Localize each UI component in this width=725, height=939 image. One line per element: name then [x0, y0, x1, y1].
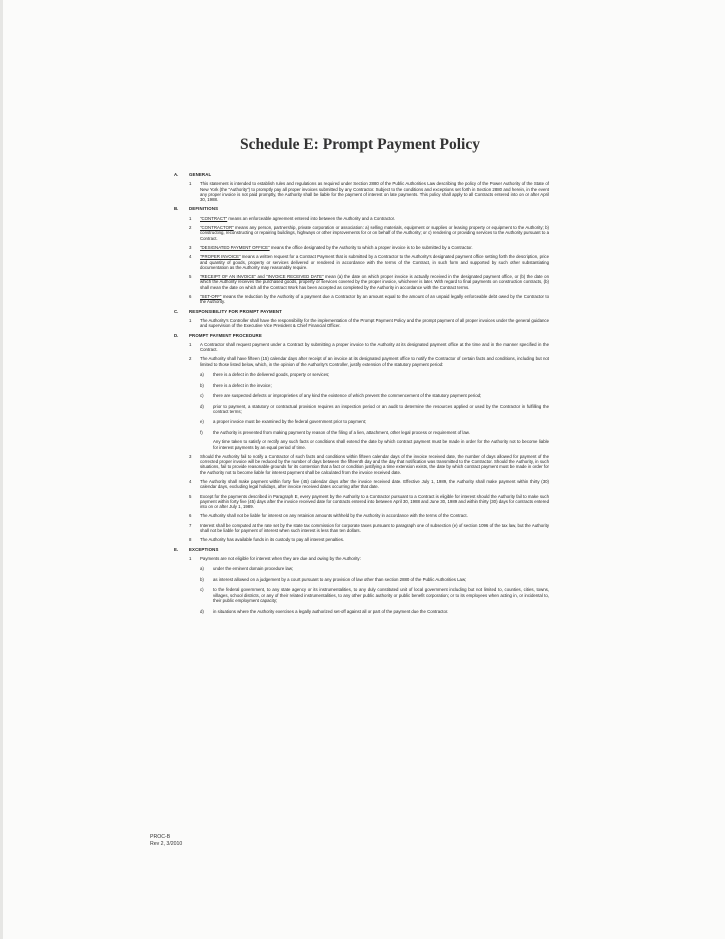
sub-item-letter: b)	[200, 382, 204, 388]
definition-text: means an enforceable agreement entered into between the Authority and a Contractor.	[227, 215, 396, 221]
item-text: This statement is intended to establish rules and regulations as required under Section 2880 of the Public Authorities Law describing the policy of the Power Authority of the State of New York (the "Authority") to promptly pay all proper invoices submitted by any Contractor. Subject to the conditions and exceptions set forth in Section 2880 and herein, in the event any proper invoice is not paid promptly, the Authority shall be liable for the payment of interest on late payments. This policy shall apply to all Contracts entered into on or after April 30, 1988.	[200, 181, 549, 203]
sub-item-text: a proper invoice must be examined by the federal government prior to payment;	[213, 419, 367, 425]
defined-term: "CONTRACT"	[200, 215, 228, 221]
item-number: 4	[189, 254, 192, 260]
section-d-item-7	[174, 523, 549, 534]
sub-item-letter: d)	[200, 403, 204, 409]
item-number: 1	[189, 317, 192, 323]
defined-term: "RECEIPT OF AN INVOICE" and "INVOICE RECEIVED DATE"	[200, 274, 324, 280]
item-number: 6	[189, 513, 192, 519]
sub-item-text: under the eminent domain procedure law;	[213, 566, 294, 572]
section-b-heading	[174, 206, 549, 211]
defined-term: "PROPER INVOICE"	[200, 254, 241, 260]
section-c-item-1	[174, 318, 549, 329]
sub-item-letter: c)	[200, 587, 204, 593]
section-letter: C.	[174, 308, 179, 314]
item-text: Payments are not eligible for interest when they are due and owing by the Authority:	[200, 555, 361, 561]
item-number: 5	[189, 274, 192, 280]
section-title: DEFINITIONS	[189, 206, 219, 212]
section-title: GENERAL	[189, 172, 212, 177]
item-text: The Authority has available funds in its custody to pay all interest penalties.	[200, 537, 345, 543]
defined-term: "CONTRACTOR"	[200, 225, 234, 231]
sub-item-text: there is a defect in the invoice;	[213, 382, 272, 388]
sub-item-text: prior to payment, a statutory or contractual provision requires an inspection period or an audit to determine the resources applied or used by the Contractor in fulfilling the contract terms;	[213, 403, 549, 414]
sub-item	[174, 404, 549, 415]
section-d-item-3	[174, 454, 549, 475]
section-letter: A.	[174, 172, 179, 177]
definition-text: mean (a) the date on which proper invoice is actually received in the designated payment office, or (b) the date on which the Authority receives the purchased goods, property or services covered by the proper invoice, whichever is later. With regard to final payments on construction contracts, (b) shall mean the date on which all the Contract Work has been accepted as completed by the Authority in accordance with the Contract terms.	[200, 274, 549, 290]
definition-text: means the office designated by the Authority to which a proper invoice is to be submitted by a Contractor.	[269, 244, 473, 250]
definition-proper-invoice	[174, 254, 549, 270]
section-d-item-8	[174, 537, 549, 542]
section-d-item-6	[174, 513, 549, 518]
definition-text: means the reduction by the Authority of a payment due a Contractor by an amount equal to the amount of an unpaid legally enforceable debt owed by the Contractor to the Authority.	[200, 294, 549, 305]
defined-term: "SET-OFF"	[200, 294, 222, 300]
item-number: 8	[189, 537, 192, 543]
sub-item	[174, 419, 549, 424]
sub-item	[174, 372, 549, 377]
sub-item-letter: b)	[200, 576, 204, 582]
extension-note: Any time taken to satisfy or rectify any such facts or conditions shall extend the date by which contract payment must be made in order for the Authority not to become liable for interest payments by an equal period of time.	[213, 439, 549, 450]
section-title: EXCEPTIONS	[189, 546, 219, 552]
definition-designated-payment-office	[174, 245, 549, 250]
section-a-item-1	[174, 181, 549, 202]
item-text: The Authority shall have fifteen (15) calendar days after receipt of an invoice at its designated payment office to notify the Contractor of certain facts and conditions, including but not limited to those listed below, which, in the opinion of the Authority's Controller, justify extension of the statutory payment period:	[200, 356, 549, 367]
section-a-heading	[174, 172, 549, 177]
definition-contract	[174, 216, 549, 221]
definition-receipt-of-invoice	[174, 274, 549, 290]
item-number: 1	[189, 555, 192, 561]
policy-body	[174, 168, 549, 614]
item-number: 2	[189, 356, 192, 362]
item-number: 5	[189, 493, 192, 499]
definition-text: means a written request for a Contract Payment that is submitted by a Contractor to the Authority's designated payment office setting forth the description, price and quantity of goods, property or services delivered or rendered in accordance with the terms of the Contract, in such form and supported by such other substantiating documentation as the Authority may reasonably require.	[200, 254, 549, 270]
section-c-heading	[174, 309, 549, 314]
section-d-heading	[174, 333, 549, 338]
section-title: RESPONSIBILITY FOR PROMPT PAYMENT	[189, 308, 282, 314]
section-letter: B.	[174, 206, 179, 212]
sub-item-letter: a)	[200, 566, 204, 572]
definition-contractor	[174, 225, 549, 241]
item-number: 2	[189, 225, 192, 231]
section-d-item-1	[174, 342, 549, 353]
item-number: 6	[189, 294, 192, 300]
sub-item-text: in situations where the Authority exercises a legally authorized set-off against all or part of the payment due the Contractor.	[213, 608, 449, 614]
item-number: 3	[189, 244, 192, 250]
sub-item	[174, 566, 549, 571]
sub-item-letter: d)	[200, 608, 204, 614]
sub-item-letter: c)	[200, 393, 204, 399]
section-title: PROMPT PAYMENT PROCEDURE	[189, 332, 262, 338]
sub-item	[174, 393, 549, 398]
section-d-item-4	[174, 479, 549, 490]
item-text: The Authority shall not be liable for interest on any retainion amounts withheld by the Authority in accordance with the terms of the Contract.	[200, 513, 468, 519]
sub-item-text: to the federal government, to any state agency or its instrumentalities, to any duly constituted unit of local government including but not limited to, counties, cities, towns, villages, school districts, or any of their related instrumentalities, to any other public authority or public benefit corporation; or to its employees when acting in, or incidental to, their public employment capacity;	[213, 587, 549, 604]
definition-text: means any person, partnership, private corporation or association: a) selling materials, equipment or supplies or leasing property or equipment to the Authority; b) constructing, reconstructing or repairing buildings, highways or other improvements for or on behalf of the Authority; or c) rendering or providing services to the Authority pursuant to a Contract.	[200, 225, 549, 241]
sub-item	[174, 587, 549, 603]
section-d-item-5	[174, 494, 549, 510]
item-text: A Contractor shall request payment under a Contract by submitting a proper invoice to the Authority at its designated payment office at the time and in the manner specified in the Contract.	[200, 341, 549, 353]
sub-item-text: there is a defect in the delivered goods, property or services;	[213, 372, 330, 378]
revision-label: Rev 2, 3/2010	[150, 840, 183, 847]
definition-set-off	[174, 294, 549, 305]
sub-item-letter: e)	[200, 419, 204, 425]
sub-item	[174, 383, 549, 388]
sub-item-letter: f)	[200, 429, 203, 435]
sub-item-letter: a)	[200, 372, 204, 378]
item-text: The Authority's Controller shall have the responsibility for the implementation of the Prompt Payment Policy and the prompt payment of all proper invoices under the general guidance and supervision of the Executive Vice President & Chief Financial Officer.	[200, 317, 550, 329]
sub-item	[174, 609, 549, 614]
section-letter: D.	[174, 332, 179, 338]
item-text: Interest shall be computed at the rate set by the state tax commission for corporate taxes pursuant to paragraph one of subsection (e) of section 1096 of the tax law, but the Authority shall not be liable for payment of interest when such interest is less than ten dollars.	[200, 522, 549, 534]
sub-item-text: the Authority is prevented from making payment by reason of the filing of a lien, attachment, other legal process or requirement of law.	[213, 429, 470, 435]
page-title: Schedule E: Prompt Payment Policy	[240, 136, 480, 153]
form-code: PROC-B	[150, 834, 171, 840]
defined-term: "DESIGNATED PAYMENT OFFICE"	[200, 244, 270, 250]
item-number: 1	[189, 215, 192, 221]
section-letter: E.	[174, 546, 179, 552]
sub-item-text: as interest allowed on a judgement by a court pursuant to any provision of law other than section 2880 of the Public Authorities Law;	[213, 576, 467, 582]
document-footer	[150, 834, 182, 847]
item-text: The Authority shall make payment within forty five (45) calendar days after the invoice received date. Effective July 1, 1989, the Authority shall make payment within thirty (30) calendar days, excluding legal holidays, after invoice received dates occurring after that date.	[200, 479, 549, 490]
section-e-item-1	[174, 556, 549, 561]
item-number: 1	[189, 341, 192, 347]
item-number: 7	[189, 522, 192, 528]
item-number: 3	[189, 453, 192, 459]
scan-edge	[0, 0, 3, 939]
item-text: Should the Authority fail to notify a Contractor of such facts and conditions within fifteen calendar days of the invoice received date, the number of days allowed for payment of the corrected proper invoice will be reduced by the number of days between the fifteenth day and the day that notification was transmitted to the Contractor. Should the Authority, in such situations, fail to provide reasonable grounds for its contention that a fact or condition justifying a time extension exists, the date by which contract payment must be made in order for the Authority not to become liable for interest payment shall be calculated from the invoice received date.	[200, 453, 549, 475]
section-d-item-2	[174, 356, 549, 367]
sub-item-text: there are suspected defects or improprieties of any kind the existence of which prevent the commencement of the statutory payment period;	[213, 393, 482, 399]
item-number: 1	[189, 181, 192, 187]
item-number: 4	[189, 479, 192, 484]
item-text: Except for the payments described in Paragraph E, every payment by the Authority to a Contractor pursuant to a Contract is eligible for interest should the Authority fail to make such payment within forty five (45) days after the invoice received date for contracts entered into between April 30, 1988 and June 30, 1989 and within thirty (30) days for contracts entered into on or after July 1, 1989.	[200, 493, 549, 510]
section-e-heading	[174, 547, 549, 552]
sub-item	[174, 430, 549, 435]
sub-item	[174, 577, 549, 582]
